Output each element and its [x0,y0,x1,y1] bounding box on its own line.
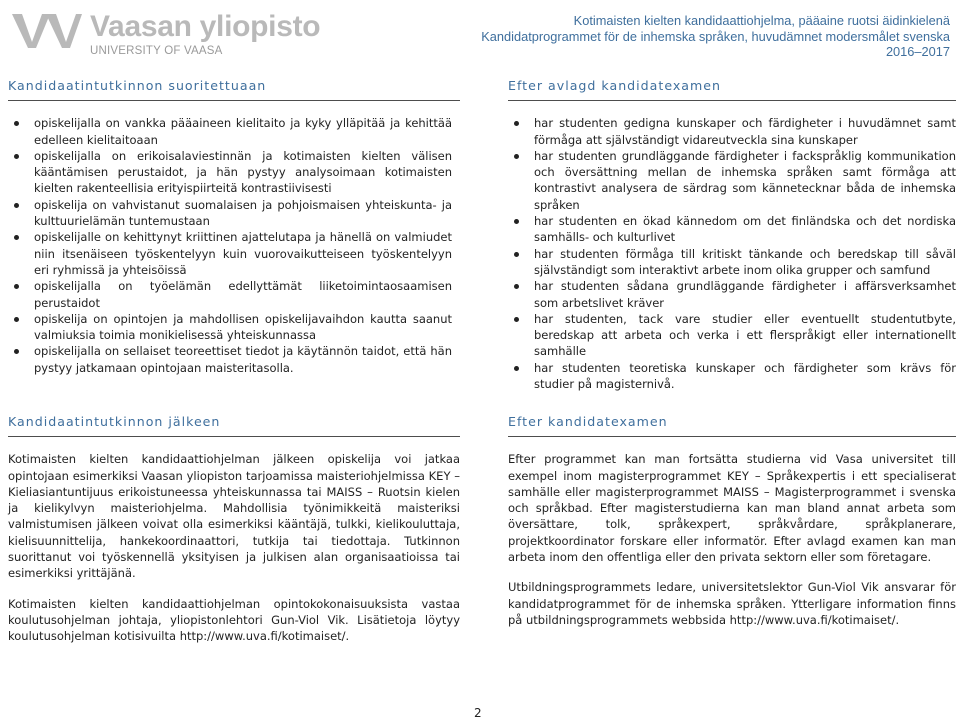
bullet-icon [514,284,519,289]
university-logo-mark-icon [10,12,82,50]
section-bachelor-outcomes-fi [8,78,468,376]
university-logo-text [90,10,320,58]
outcomes-list [508,115,956,392]
bullet-icon [14,203,19,208]
bullet-icon [14,317,19,322]
university-name: Vaasan yliopisto [90,10,321,43]
list-item: opiskelijalla on erikoisalaviestinnän ja kotimaisten kielten välisen kääntämisen perustaidot, ja hän pystyy analysoimaan kotimaisten kielten rakenteellisia erityispiirteitä kontrastiivisesti [8,148,452,197]
bullet-icon [514,366,519,371]
page-header [0,0,960,66]
section-heading: Kandidaatintutkinnon jälkeen [8,414,460,437]
section-after-bachelor-fi [8,414,468,645]
section-heading: Efter kandidatexamen [508,414,956,437]
list-item: opiskelija on opintojen ja mahdollisen opiskelijavaihdon kautta saanut valmiuksia toimia monikielisessä yhteiskunnassa [8,311,452,344]
list-item: har studenten en ökad kännedom om det finländska och det nordiska samhälls- och kulturlivet [508,213,956,246]
bullet-icon [514,252,519,257]
section-heading: Efter avlagd kandidatexamen [508,78,956,101]
university-logo [10,10,321,58]
list-item: har studenten teoretiska kunskaper och färdigheter som krävs för studier på magisternivå. [508,360,956,393]
bullet-icon [514,317,519,322]
page-number: 2 [474,706,482,720]
bullet-icon [14,349,19,354]
section-heading: Kandidaatintutkinnon suoritettuaan [8,78,460,101]
bullet-icon [14,154,19,159]
paragraph-career: Efter programmet kan man fortsätta studierna vid Vasa universitet till exempel inom magisterprogrammet KEY – Språkexpertis i ett specialiserat samhälle eller magisterprogrammet MAISS – Magisterprogrammet i svenska och språkbad. Efter magisterstudierna kan man bland annat arbeta som översättare, tolk, språkexpert, språkvårdare, språkplanerare, projektkoordinator forskare eller informatör. Efter avlagd examen kan man arbeta inom den offentliga eller den privata sektorn eller som företagare. [508,452,956,565]
programme-info [481,13,950,60]
bullet-icon [514,219,519,224]
academic-years: 2016–2017 [885,44,950,59]
list-item: har studenten, tack vare studier eller eventuellt studentutbyte, beredskap att arbeta och verka i ett flerspråkigt eller internationellt samhälle [508,311,956,360]
bullet-icon [14,284,19,289]
paragraph-contact: Kotimaisten kielten kandidaattiohjelman opintokokonaisuuksista vastaa koulutusohjelman johtaja, yliopistonlehtori Gun-Viol Vik. Lisätietoja löytyy koulutusohjelman kotisivuilta http://www.uva.fi/kotimaiset/. [8,596,460,644]
list-item: har studenten gedigna kunskaper och färdigheter i huvudämnet samt förmåga att självständigt vidareutveckla sina kunskaper [508,115,956,148]
programme-title-finnish: Kotimaisten kielten kandidaattiohjelma, pääaine ruotsi äidinkielenä [573,13,950,28]
bullet-icon [14,235,19,240]
section-bachelor-outcomes-sv [508,78,956,392]
programme-title-swedish: Kandidatprogrammet för de inhemska språken, huvudämnet modersmålet svenska [481,28,950,44]
list-item: opiskelija on vahvistanut suomalaisen ja pohjoismaisen yhteiskunta- ja kulttuurielämän tuntemustaan [8,197,452,230]
bullet-icon [14,121,19,126]
section-after-bachelor-sv [508,414,956,628]
paragraph-contact: Utbildningsprogrammets ledare, universitetslektor Gun-Viol Vik ansvarar för kandidatprogrammet för de inhemska språken. Ytterligare information finns på utbildningsprogrammets webbsida http://www.uva.fi/kotimaiset/. [508,580,956,627]
list-item: opiskelijalla on vankka pääaineen kielitaito ja kyky ylläpitää ja kehittää edelleen kielitaitoaan [8,115,452,148]
university-name-english: UNIVERSITY OF VAASA [90,45,223,57]
list-item: opiskelijalla on työelämän edellyttämät liiketoimintaosaamisen perustaidot [8,278,452,311]
list-item: opiskelijalla on sellaiset teoreettiset tiedot ja käytännön taidot, että hän pystyy jatkamaan opintojaan maisteritasolla. [8,343,452,376]
bullet-icon [514,154,519,159]
list-item: har studenten grundläggande färdigheter i fackspråklig kommunikation och översättning mellan de inhemska språken samt förmåga att kontrastivt analysera de särdrag som kännetecknar båda de inhemska språken [508,148,956,213]
list-item: har studenten sådana grundläggande färdigheter i affärsverksamhet som arbetslivet kräver [508,278,956,311]
bullet-icon [514,121,519,126]
list-item: har studenten förmåga till kritiskt tänkande och beredskap till såväl självständigt som interaktivt arbete inom olika grupper och samfund [508,246,956,279]
outcomes-list [8,115,468,376]
paragraph-career: Kotimaisten kielten kandidaattiohjelman jälkeen opiskelija voi jatkaa opintojaan esimerkiksi Vaasan yliopiston tarjoamissa maisteriohjelmissa KEY – Kieliasiantuntijuus erikoistuneessa yhteiskunnassa tai MAISS – Ruotsin kielen ja kielikylvyn maisteriohjelma. Mahdollisia työnimikkeitä maisteriksi valmistumisen jälkeen voivat olla esimerkiksi kääntäjä, tulkki, kielikouluttaja, kielisuunnittelija, hankekoordinaattori, tutkija tai tiedottaja. Tutkinnon suorittanut voi työskennellä yksityisen ja julkisen alan organisaatioissa tai esimerkiksi yrittäjänä. [8,452,460,581]
list-item: opiskelijalle on kehittynyt kriittinen ajattelutapa ja hänellä on valmiudet niin itsenäiseen työskentelyyn kuin vuorovaikutteiseen työskentelyyn eri ryhmissä ja yhteisöissä [8,229,452,278]
